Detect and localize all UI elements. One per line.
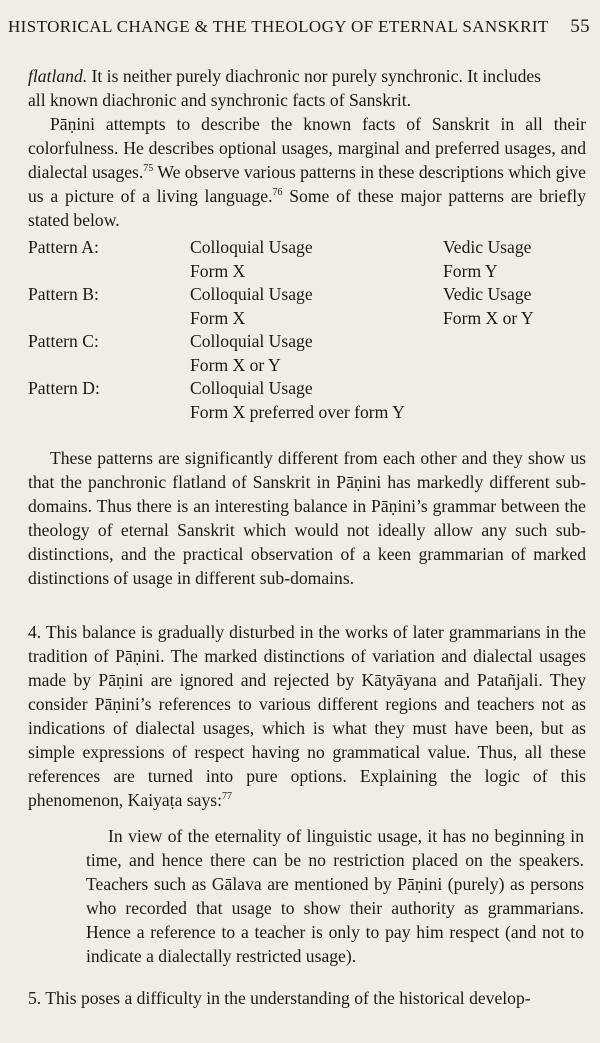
footnote-ref-77: 77 xyxy=(221,791,232,803)
italic-term: flatland. xyxy=(28,66,88,86)
paragraph-patterns-differ: These patterns are significantly different from each other and they show us that the panchronic flatland of Sanskrit in Pāṇini has markedly different sub-domains. Thus there is an interesting balance in Pāṇini’s grammar between the theology of eternal Sanskrit which would not ideally allow any such sub-distinctions, and the practical observation of a keen grammarian of marked distinctions of usage in different sub-domains. xyxy=(28,448,586,588)
pattern-col2: Form X or Y xyxy=(190,354,281,375)
pattern-row xyxy=(28,401,568,425)
para2-text-c: Some of these major patterns are briefly stated below. xyxy=(28,186,586,230)
para2-text-b: We observe various patterns in these descriptions which give us a picture of a living language. xyxy=(28,162,586,206)
page-number: 55 xyxy=(570,16,590,37)
pattern-label: Pattern B: xyxy=(28,284,99,304)
pattern-row xyxy=(28,330,568,354)
pattern-label: Pattern D: xyxy=(28,378,100,398)
pattern-row xyxy=(28,236,568,260)
pattern-col2: Form X preferred over form Y xyxy=(190,401,405,422)
pattern-col2: Colloquial Usage xyxy=(190,237,313,257)
pattern-col3: Form X or Y xyxy=(443,307,534,328)
paragraph-line-2: all known diachronic and synchronic facts of Sanskrit. xyxy=(28,90,412,110)
pattern-col2: Colloquial Usage xyxy=(190,331,313,351)
pattern-row xyxy=(28,377,568,401)
pattern-col2: Colloquial Usage xyxy=(190,378,313,398)
footnote-ref-76: 76 xyxy=(272,187,283,199)
pattern-row xyxy=(28,307,568,331)
patterns-table xyxy=(28,236,568,424)
running-header-title: HISTORICAL CHANGE & THE THEOLOGY OF ETERNAL SANSKRIT xyxy=(8,17,549,36)
pattern-col2: Form X xyxy=(190,307,246,328)
pattern-row xyxy=(28,354,568,378)
block-quote-kaiyata xyxy=(86,824,584,968)
para4-text: 4. This balance is gradually disturbed in the works of later grammarians in the tradition of Pāṇini. The marked distinctions of variation and dialectal usages made by Pāṇini are ignored and rejected by Kātyāyana and Patañjali. They consider Pāṇini’s references to various different regions and teachers not as indications of dialectal usages, which is what they must have been, but as simple expressions of respect having no grammatical value. Thus, all these references are turned into pure options. Explaining the logic of this phenomenon, Kaiyaṭa says: xyxy=(28,622,586,810)
para2-text-a: Pāṇini attempts to describe the known facts of Sanskrit in all their colorfulness. He describes optional usages, marginal and preferred usages, and dialectal usages. xyxy=(28,114,586,182)
pattern-row xyxy=(28,283,568,307)
paragraph-panini-patterns xyxy=(28,112,586,232)
pattern-row xyxy=(28,260,568,284)
quote-text: In view of the eternality of linguistic usage, it has no beginning in time, and hence there can be no restriction placed on the speakers. Teachers such as Gālava are mentioned by Pāṇini (purely) as persons who recorded that usage to show their authority as grammarians. Hence a reference to a teacher is only to pay him respect (and not to indicate a dialectally restricted usage). xyxy=(86,826,584,966)
line-1-text: It is neither purely diachronic nor purely synchronic. It includes xyxy=(87,66,542,86)
pattern-label: Pattern A: xyxy=(28,237,99,257)
running-header xyxy=(8,16,590,38)
pattern-col3: Vedic Usage xyxy=(443,237,532,257)
paragraph-line-1 xyxy=(28,64,586,88)
pattern-col3: Vedic Usage xyxy=(443,284,532,304)
pattern-col2: Colloquial Usage xyxy=(190,284,313,304)
pattern-col2: Form X xyxy=(190,260,246,281)
paragraph-4-balance-disturbed xyxy=(28,620,586,812)
footnote-ref-75: 75 xyxy=(143,163,154,175)
pattern-col3: Form Y xyxy=(443,260,498,281)
paragraph-continuation xyxy=(28,64,586,232)
paragraph-5-start: 5. This poses a difficulty in the understanding of the historical develop- xyxy=(28,988,531,1008)
pattern-label: Pattern C: xyxy=(28,331,99,351)
